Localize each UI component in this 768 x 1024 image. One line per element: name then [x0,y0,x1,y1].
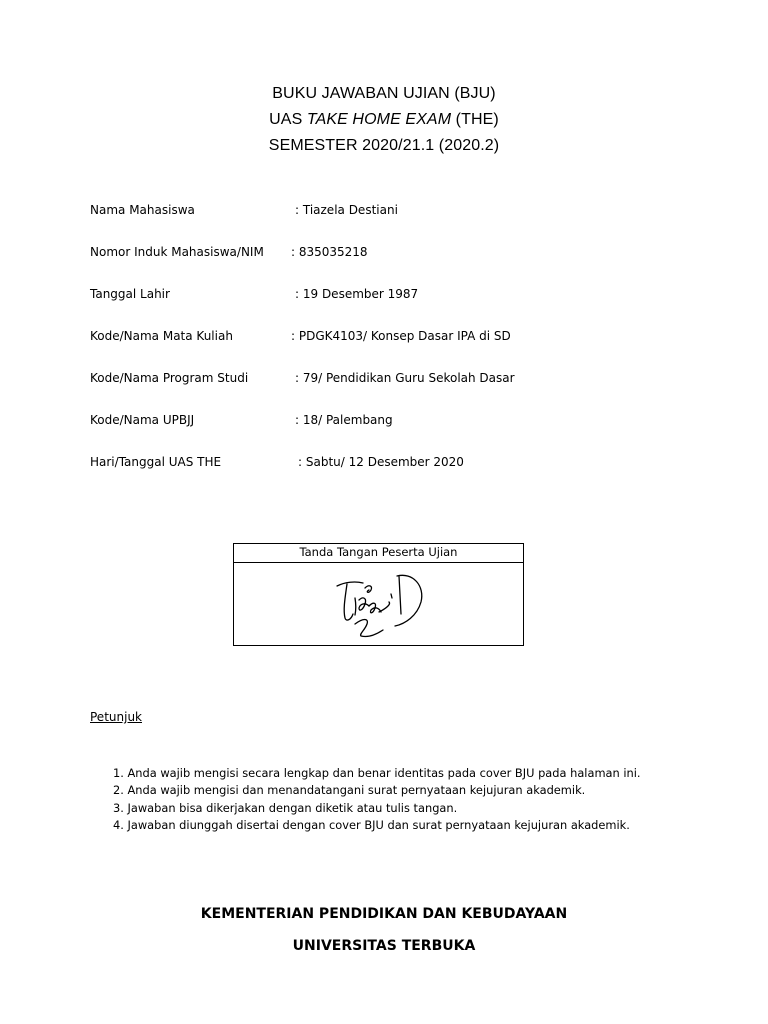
title-line-3: SEMESTER 2020/21.1 (2020.2) [268,137,500,154]
title-line-2-prefix: UAS [269,111,307,128]
field-value: : 18/ Palembang [295,413,393,427]
instructions-title: Petunjuk [90,710,142,724]
field-value: : PDGK4103/ Konsep Dasar IPA di SD [291,329,511,343]
field-value: : Sabtu/ 12 Desember 2020 [298,455,464,469]
field-label: Kode/Nama Program Studi [90,371,249,385]
signature-header: Tanda Tangan Peserta Ujian [234,544,523,563]
field-label: Tanggal Lahir [90,287,170,301]
ministry-name: KEMENTERIAN PENDIDIKAN DAN KEBUDAYAAN [200,906,568,922]
field-value: : 19 Desember 1987 [295,287,419,301]
list-item: 4. Jawaban diunggah disertai dengan cover BJU dan surat pernyataan kejujuran akademik. [113,817,630,832]
title-line-2 [0,107,768,133]
field-label: Nomor Induk Mahasiswa/NIM [90,245,264,259]
signature-area [234,563,523,646]
signature-box [233,543,524,646]
university-name: UNIVERSITAS TERBUKA [292,938,476,954]
title-line-2-italic: TAKE HOME EXAM [306,111,452,128]
field-label: Nama Mahasiswa [90,203,195,217]
field-label: Hari/Tanggal UAS THE [90,455,222,469]
title-line-2-suffix: (THE) [451,111,499,128]
list-item: 1. Anda wajib mengisi secara lengkap dan benar identitas pada cover BJU pada halaman ini. [113,766,641,780]
field-label: Kode/Nama UPBJJ [90,413,195,427]
field-value: : Tiazela Destiani [295,203,398,217]
instructions-list [113,765,641,834]
handwritten-signature [329,568,429,643]
list-item: 3. Jawaban bisa dikerjakan dengan diketik atau tulis tangan. [113,800,458,815]
title-line-1: BUKU JAWABAN UJIAN (BJU) [272,85,496,102]
document-title [0,81,768,159]
field-label: Kode/Nama Mata Kuliah [90,329,233,343]
field-value: : 835035218 [291,245,368,259]
field-value: : 79/ Pendidikan Guru Sekolah Dasar [295,371,515,385]
list-item: 2. Anda wajib mengisi dan menandatangani surat pernyataan kejujuran akademik. [113,783,586,798]
